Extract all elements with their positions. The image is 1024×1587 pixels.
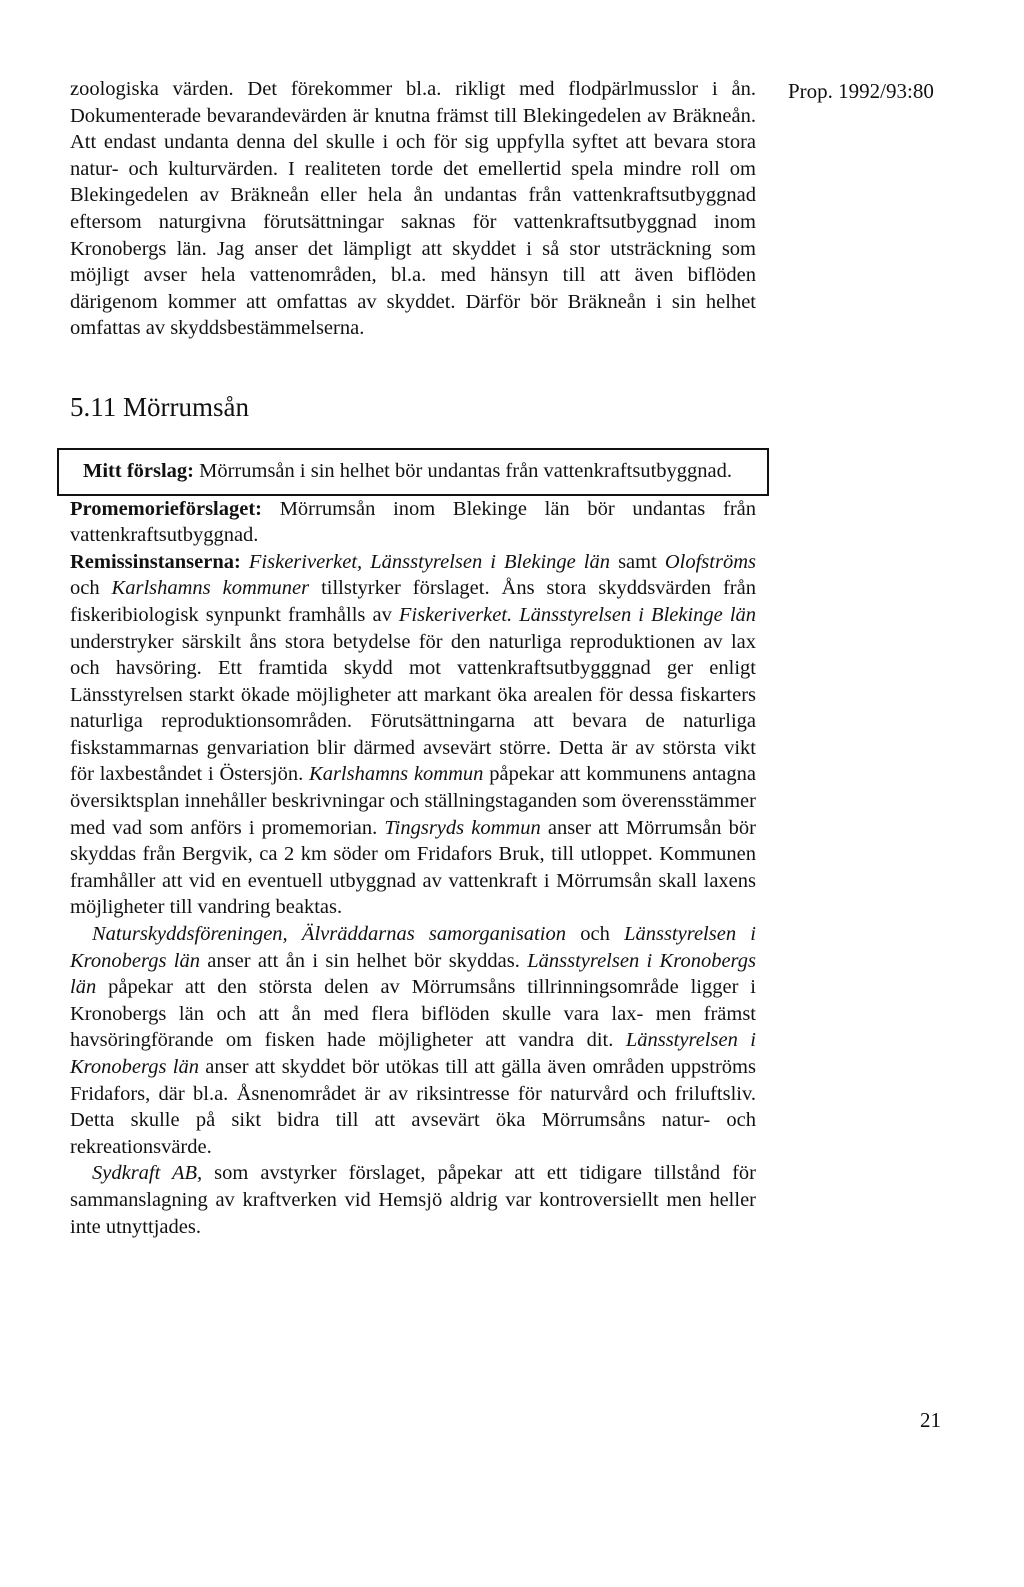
remiss-text: anser att skyddet bör utökas till att gälla även områden uppströms Fridafors, där bl.a. Åsnenområdet är av riksintresse för naturvård och friluftsliv. Detta skulle på sikt bidra till att avsevärt öka Mörrumsåns natur- och rekreationsvärde. — [70, 1056, 756, 1158]
sydkraft-paragraph — [70, 1160, 756, 1240]
proposal-body: Mörrumsån i sin helhet bör undantas från vattenkraftsutbyggnad. — [194, 459, 732, 482]
section-heading: 5.11 Mörrumsån — [70, 391, 249, 422]
remiss-text: som avstyrker förslaget, påpekar att ett tidigare tillstånd för sammanslagning av kraftverken vid Hemsjö aldrig var kontroversiellt men heller inte utnyttjades. — [70, 1162, 756, 1238]
promemoria-label: Promemorieförslaget: — [70, 497, 262, 520]
remiss-text: påpekar att den största delen av Mörrumsåns tillrinningsområde ligger i Kronobergs län och att ån med flera biflöden skulle vara lax- men främst havsöringförande om fisken hade möjligheter att vandra dit. — [70, 976, 756, 1052]
proposal-box — [57, 448, 769, 496]
remiss-authority: Karlshamns kommuner — [111, 577, 310, 600]
remiss-authority: Fiskeriverket, Länsstyrelsen i Blekinge län — [248, 550, 611, 573]
remiss-text: anser att Mörrumsån bör skyddas från Bergvik, ca 2 km söder om Fridafors Bruk, till utloppet. Kommunen framhåller att vid en eventuell utbyggnad av vattenkraft i Mörrumsån skall laxens möjligheter till vandring beaktas. — [70, 816, 756, 919]
remiss-authority: Länsstyrelsen i Blekinge län — [519, 603, 757, 626]
remiss-text: samt — [610, 550, 665, 573]
remiss-authority: Länsstyrelsen i Kronobergs län — [70, 949, 756, 999]
remiss-text: tillstyrker förslaget. Åns stora skyddsvärden från fiskeribiologisk synpunkt framhålls av — [70, 577, 756, 626]
remiss-authority: Länsstyrelsen i Kronobergs län — [70, 923, 757, 972]
remiss-text: påpekar att kommunens antagna översiktsplan innehåller beskrivningar och ställningstaganden som överensstämmer med vad som anförs i promemorian. — [70, 763, 757, 839]
page-number: 21 — [920, 1408, 941, 1432]
proposal-label: Mitt förslag: — [83, 459, 194, 482]
remiss-authority: Fiskeriverket. — [398, 603, 513, 626]
proposition-reference: Prop. 1992/93:80 — [788, 79, 934, 103]
remiss-text — [241, 551, 249, 573]
remiss-authority: Olofströms — [664, 550, 756, 573]
remiss-authority: Sydkraft AB, — [92, 1162, 203, 1185]
text-column — [70, 76, 756, 1240]
remiss-authority: Naturskyddsföreningen, Älvräddarnas samorganisation — [92, 923, 566, 946]
remiss-label: Remissinstanserna: — [70, 550, 241, 573]
proposal-text — [83, 458, 755, 485]
remiss-text: anser att ån i sin helhet bör skyddas. — [199, 949, 528, 972]
intro-paragraph: zoologiska värden. Det förekommer bl.a. rikligt med flodpärlmusslor i ån. Dokumenterade bevarandevärden är knutna främst till Blekingedelen av Bräkneån. Att endast undanta denna del skulle i och för sig uppfylla syftet att bevara stora natur- och kulturvärden. I realiteten torde det emellertid spela mindre roll om Blekingedelen av Bräkneån eller hela ån undantas från vattenkraftsutbyggnad eftersom naturgivna förutsättningar saknas för vattenkraftsutbyggnad inom Kronobergs län. Jag anser det lämpligt att skyddet i så stor utsträckning som möjligt avser hela vattenområden, bl.a. med hänsyn till att även biflöden därigenom kommer att omfattas av skyddet. Därför bör Bräkneån i sin helhet omfattas av skyddsbestämmelserna. — [70, 78, 756, 340]
remiss-text: och — [565, 923, 625, 946]
remiss-paragraph — [70, 549, 756, 921]
remiss-authority: Länsstyrelsen i Kronobergs län — [70, 1029, 756, 1078]
promemoria-paragraph — [70, 496, 756, 549]
naturskydd-paragraph — [70, 921, 756, 1160]
remiss-authority: Karlshamns kommun — [309, 763, 484, 786]
remiss-text: understryker särskilt åns stora betydelse för den naturliga reproduktionen av lax och havsöring. Ett framtida skydd mot vattenkraftsutbygggnad ger enligt Länsstyrelsen starkt ökade möjligheter att markant öka arealen för dessa fiskarters naturliga reproduktionsområden. Förutsättningarna att bevara de naturliga fiskstammarnas genvariation blir därmed avsevärt större. Detta är av största vikt för laxbeståndet i Östersjön. — [70, 630, 756, 786]
remiss-authority: Tingsryds kommun — [384, 816, 541, 839]
remiss-text: och — [70, 577, 112, 600]
promemoria-body: Mörrumsån inom Blekinge län bör undantas från vattenkraftsutbyggnad. — [70, 497, 756, 547]
